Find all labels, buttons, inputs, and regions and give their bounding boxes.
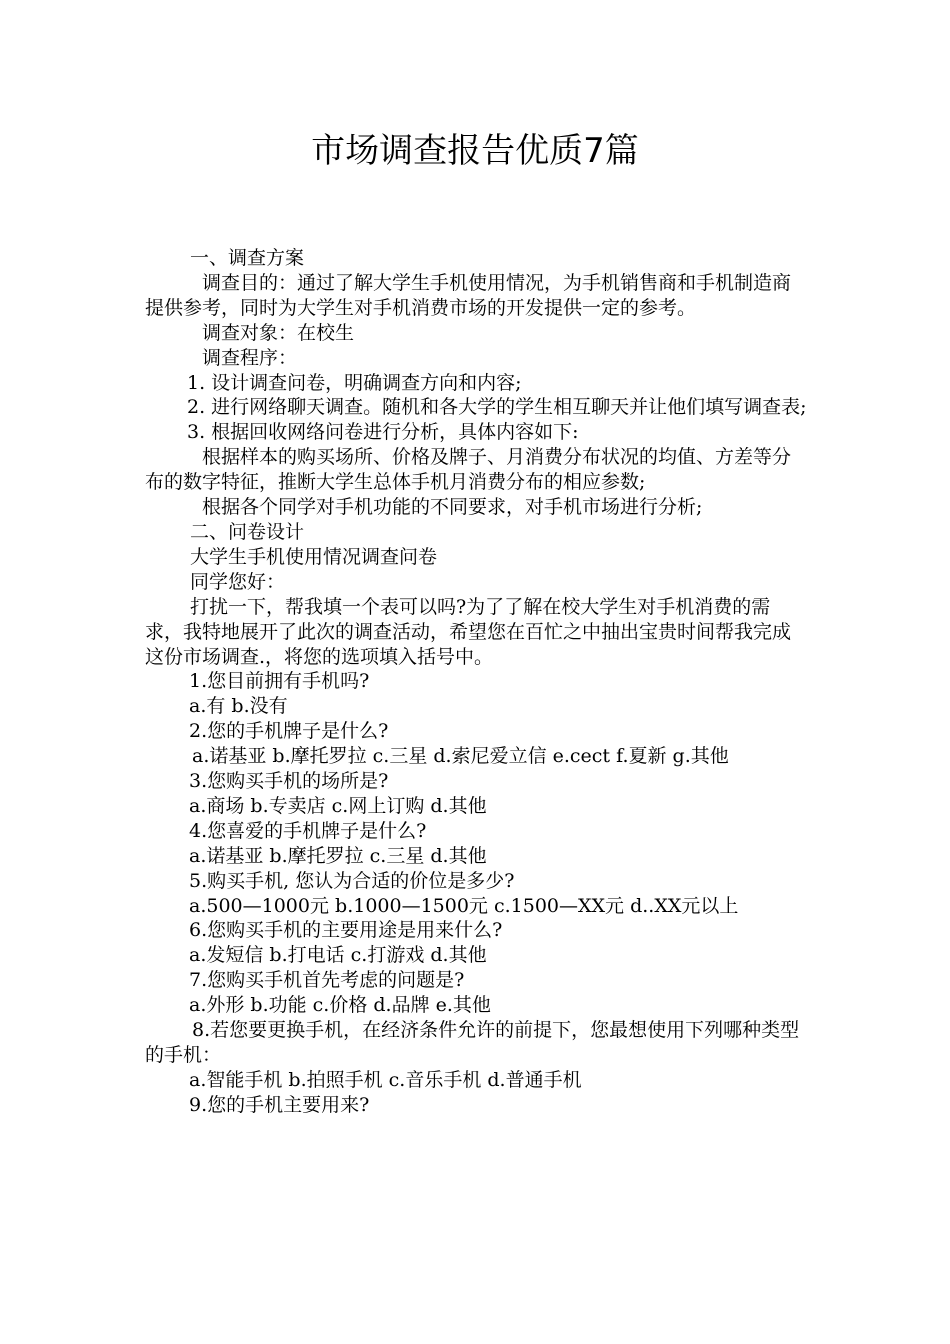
paragraph-survey-purpose: 调查目的：通过了解大学生手机使用情况，为手机销售商和手机制造商提供参考，同时为大学生对手机消费市场的开发提供一定的参考。 — [145, 271, 792, 319]
questionnaire-greeting: 同学您好： — [190, 570, 286, 593]
question-1: 1.您目前拥有手机吗? — [189, 670, 370, 693]
question-4: 4.您喜爱的手机牌子是什么? — [189, 819, 427, 842]
question-3-options: a.商场 b.专卖店 c.网上订购 d.其他 — [189, 794, 487, 817]
questionnaire-title: 大学生手机使用情况调查问卷 — [190, 545, 438, 568]
paragraph-survey-procedure: 调查程序： — [202, 346, 298, 369]
question-3: 3.您购买手机的场所是? — [189, 770, 389, 793]
question-5-options: a.500—1000元 b.1000—1500元 c.1500—XX元 d..XX元以上 — [189, 894, 739, 917]
question-2: 2.您的手机牌子是什么? — [189, 720, 389, 743]
paragraph-survey-target: 调查对象：在校生 — [202, 321, 355, 344]
paragraph-analysis-sample: 根据样本的购买场所、价格及牌子、月消费分布状况的均值、方差等分布的数字特征，推断大学生总体手机月消费分布的相应参数; — [145, 446, 792, 494]
question-7: 7.您购买手机首先考虑的问题是? — [189, 969, 465, 992]
procedure-step-2: 2. 进行网络聊天调查。随机和各大学的学生相互聊天并让他们填写调查表; — [187, 396, 807, 419]
procedure-step-1: 1. 设计调查问卷，明确调查方向和内容; — [187, 371, 522, 394]
question-7-options: a.外形 b.功能 c.价格 d.品牌 e.其他 — [189, 994, 491, 1017]
question-8-options: a.智能手机 b.拍照手机 c.音乐手机 d.普通手机 — [189, 1068, 582, 1091]
question-5: 5.购买手机, 您认为合适的价位是多少? — [189, 869, 515, 892]
question-6-options: a.发短信 b.打电话 c.打游戏 d.其他 — [189, 944, 487, 967]
procedure-step-3: 3. 根据回收网络问卷进行分析，具体内容如下: — [187, 421, 579, 444]
document-body — [145, 246, 807, 1118]
question-8: 8.若您要更换手机，在经济条件允许的前提下，您最想使用下列哪种类型的手机： — [145, 1019, 800, 1066]
document-title: 市场调查报告优质7篇 — [311, 131, 639, 171]
paragraph-analysis-function: 根据各个同学对手机功能的不同要求，对手机市场进行分析; — [202, 496, 703, 519]
question-1-options: a.有 b.没有 — [189, 695, 288, 718]
question-4-options: a.诺基亚 b.摩托罗拉 c.三星 d.其他 — [189, 844, 487, 867]
section-heading-survey-plan: 一、调查方案 — [190, 247, 305, 269]
question-6: 6.您购买手机的主要用途是用来什么? — [189, 919, 503, 942]
question-2-options: a.诺基亚 b.摩托罗拉 c.三星 d.索尼爱立信 e.cect f.夏新 g.其他 — [192, 745, 729, 768]
questionnaire-intro: 打扰一下，帮我填一个表可以吗?为了了解在校大学生对手机消费的需求，我特地展开了此次的调查活动，希望您在百忙之中抽出宝贵时间帮我完成这份市场调查.，将您的选项填入括号中。 — [145, 595, 792, 668]
question-9: 9.您的手机主要用来? — [189, 1093, 370, 1116]
section-heading-questionnaire: 二、问卷设计 — [190, 520, 305, 543]
